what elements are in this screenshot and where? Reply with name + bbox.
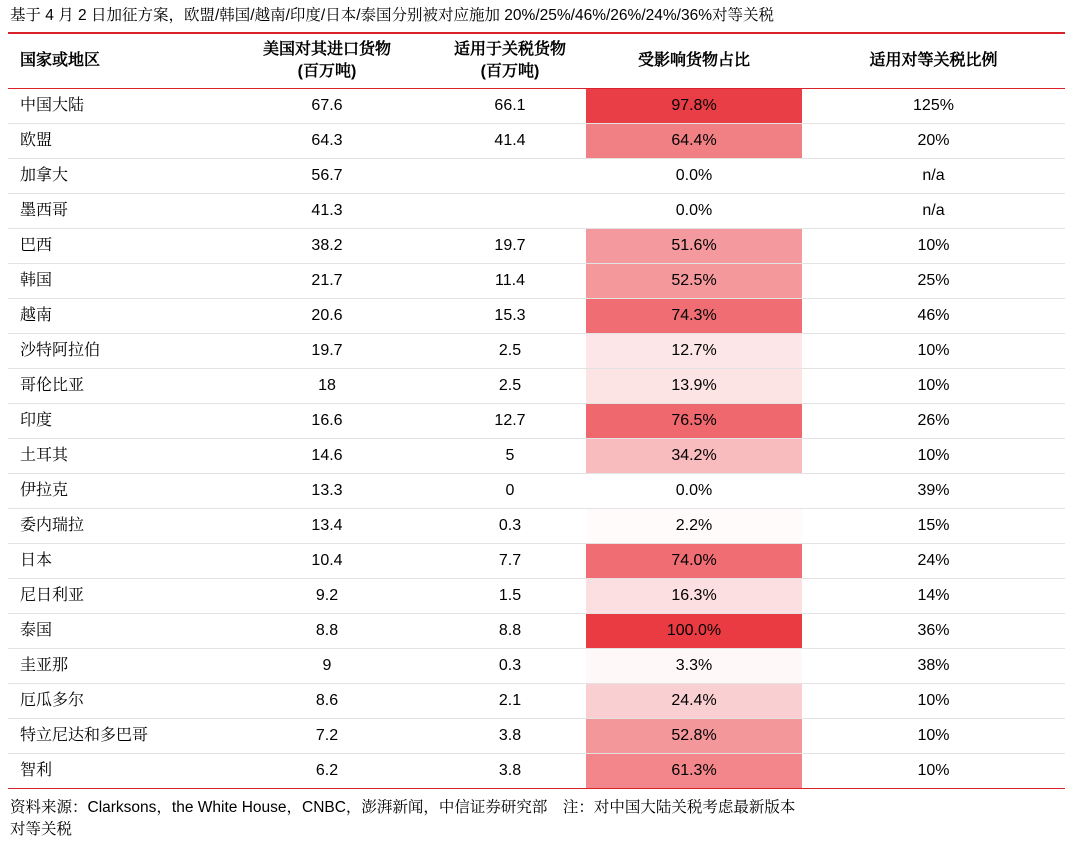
cell-imports: 21.7 <box>220 264 434 299</box>
cell-tariffed: 7.7 <box>434 544 586 579</box>
cell-tariffed: 41.4 <box>434 124 586 159</box>
table-row <box>8 614 1065 649</box>
cell-share: 16.3% <box>586 579 802 614</box>
cell-share: 52.5% <box>586 264 802 299</box>
cell-tariffed: 5 <box>434 439 586 474</box>
column-header-imports <box>220 33 434 89</box>
column-header-tariffed <box>434 33 586 89</box>
table-row <box>8 649 1065 684</box>
cell-rate: 10% <box>802 754 1065 789</box>
cell-rate: 46% <box>802 299 1065 334</box>
cell-share: 100.0% <box>586 614 802 649</box>
figure-caption: 基于 4 月 2 日加征方案，欧盟/韩国/越南/印度/日本/泰国分别被对应施加 20%/25%/46%/26%/24%/36%对等关税 <box>10 7 774 24</box>
cell-imports: 41.3 <box>220 194 434 229</box>
cell-share: 13.9% <box>586 369 802 404</box>
cell-country: 厄瓜多尔 <box>8 684 220 719</box>
cell-country: 加拿大 <box>8 159 220 194</box>
cell-imports: 10.4 <box>220 544 434 579</box>
table-row <box>8 684 1065 719</box>
cell-country: 特立尼达和多巴哥 <box>8 719 220 754</box>
cell-tariffed: 11.4 <box>434 264 586 299</box>
column-header-tariffed-line1: 适用于关税货物 <box>453 41 566 58</box>
table-row <box>8 719 1065 754</box>
column-header-share <box>586 33 802 89</box>
cell-tariffed: 2.1 <box>434 684 586 719</box>
cell-share: 34.2% <box>586 439 802 474</box>
column-header-imports-line1: 美国对其进口货物 <box>262 41 391 58</box>
table-row <box>8 334 1065 369</box>
cell-tariffed: 8.8 <box>434 614 586 649</box>
cell-imports: 8.6 <box>220 684 434 719</box>
cell-imports: 19.7 <box>220 334 434 369</box>
column-header-rate <box>802 33 1065 89</box>
table-row <box>8 439 1065 474</box>
cell-rate: 39% <box>802 474 1065 509</box>
cell-tariffed <box>434 194 586 229</box>
cell-share: 61.3% <box>586 754 802 789</box>
cell-share: 3.3% <box>586 649 802 684</box>
cell-rate: n/a <box>802 194 1065 229</box>
cell-country: 中国大陆 <box>8 89 220 124</box>
column-header-share-line1: 受影响货物占比 <box>637 52 750 69</box>
column-header-tariffed-line2: (百万吨) <box>480 63 540 80</box>
cell-tariffed: 19.7 <box>434 229 586 264</box>
table-row <box>8 754 1065 789</box>
table-row <box>8 474 1065 509</box>
cell-tariffed: 0 <box>434 474 586 509</box>
cell-rate: 10% <box>802 439 1065 474</box>
cell-imports: 6.2 <box>220 754 434 789</box>
cell-share: 12.7% <box>586 334 802 369</box>
cell-imports: 67.6 <box>220 89 434 124</box>
cell-imports: 18 <box>220 369 434 404</box>
cell-rate: 10% <box>802 229 1065 264</box>
tariff-table <box>8 32 1065 789</box>
cell-imports: 8.8 <box>220 614 434 649</box>
cell-share: 51.6% <box>586 229 802 264</box>
cell-imports: 13.3 <box>220 474 434 509</box>
cell-share: 2.2% <box>586 509 802 544</box>
cell-imports: 38.2 <box>220 229 434 264</box>
cell-rate: 25% <box>802 264 1065 299</box>
table-row <box>8 159 1065 194</box>
cell-rate: 24% <box>802 544 1065 579</box>
cell-rate: 15% <box>802 509 1065 544</box>
cell-rate: 38% <box>802 649 1065 684</box>
cell-country: 尼日利亚 <box>8 579 220 614</box>
table-row <box>8 404 1065 439</box>
cell-imports: 56.7 <box>220 159 434 194</box>
cell-share: 76.5% <box>586 404 802 439</box>
cell-country: 委内瑞拉 <box>8 509 220 544</box>
cell-share: 0.0% <box>586 159 802 194</box>
cell-imports: 9.2 <box>220 579 434 614</box>
cell-country: 墨西哥 <box>8 194 220 229</box>
cell-rate: 10% <box>802 334 1065 369</box>
table-row <box>8 194 1065 229</box>
table-row <box>8 369 1065 404</box>
cell-rate: 10% <box>802 684 1065 719</box>
cell-share: 64.4% <box>586 124 802 159</box>
cell-imports: 20.6 <box>220 299 434 334</box>
cell-country: 欧盟 <box>8 124 220 159</box>
cell-country: 巴西 <box>8 229 220 264</box>
cell-imports: 64.3 <box>220 124 434 159</box>
cell-imports: 16.6 <box>220 404 434 439</box>
table-row <box>8 299 1065 334</box>
cell-country: 韩国 <box>8 264 220 299</box>
cell-country: 沙特阿拉伯 <box>8 334 220 369</box>
table-row <box>8 544 1065 579</box>
cell-share: 0.0% <box>586 194 802 229</box>
cell-rate: 36% <box>802 614 1065 649</box>
cell-tariffed: 15.3 <box>434 299 586 334</box>
cell-tariffed: 0.3 <box>434 649 586 684</box>
cell-country: 伊拉克 <box>8 474 220 509</box>
figure-source-line2: 对等关税 <box>10 821 73 838</box>
cell-share: 24.4% <box>586 684 802 719</box>
cell-tariffed: 3.8 <box>434 754 586 789</box>
cell-country: 哥伦比亚 <box>8 369 220 404</box>
figure-source <box>8 789 1065 841</box>
column-header-country <box>8 33 220 89</box>
cell-country: 泰国 <box>8 614 220 649</box>
cell-rate: 14% <box>802 579 1065 614</box>
cell-rate: 10% <box>802 719 1065 754</box>
table-row <box>8 124 1065 159</box>
column-header-imports-line2: (百万吨) <box>297 63 357 80</box>
cell-country: 智利 <box>8 754 220 789</box>
cell-tariffed: 12.7 <box>434 404 586 439</box>
cell-imports: 9 <box>220 649 434 684</box>
cell-share: 74.0% <box>586 544 802 579</box>
table-row <box>8 89 1065 124</box>
cell-tariffed: 3.8 <box>434 719 586 754</box>
cell-country: 日本 <box>8 544 220 579</box>
cell-rate: 26% <box>802 404 1065 439</box>
column-header-rate-line1: 适用对等关税比例 <box>869 52 998 69</box>
cell-tariffed: 66.1 <box>434 89 586 124</box>
table-header-row <box>8 33 1065 89</box>
cell-country: 越南 <box>8 299 220 334</box>
cell-tariffed: 0.3 <box>434 509 586 544</box>
cell-country: 印度 <box>8 404 220 439</box>
cell-country: 土耳其 <box>8 439 220 474</box>
table-row <box>8 264 1065 299</box>
table-body <box>8 89 1065 789</box>
cell-tariffed: 2.5 <box>434 369 586 404</box>
cell-imports: 13.4 <box>220 509 434 544</box>
cell-rate: 10% <box>802 369 1065 404</box>
cell-share: 0.0% <box>586 474 802 509</box>
cell-share: 52.8% <box>586 719 802 754</box>
cell-rate: 125% <box>802 89 1065 124</box>
cell-rate: 20% <box>802 124 1065 159</box>
table-row <box>8 509 1065 544</box>
cell-tariffed: 2.5 <box>434 334 586 369</box>
column-header-country-line1: 国家或地区 <box>20 52 101 69</box>
table-row <box>8 579 1065 614</box>
cell-share: 97.8% <box>586 89 802 124</box>
cell-imports: 7.2 <box>220 719 434 754</box>
cell-tariffed: 1.5 <box>434 579 586 614</box>
figure-source-line1: 资料来源：Clarksons，the White House，CNBC，澎湃新闻，中信证券研究部 注：对中国大陆关税考虑最新版本 <box>10 799 796 816</box>
cell-share: 74.3% <box>586 299 802 334</box>
cell-tariffed <box>434 159 586 194</box>
table-row <box>8 229 1065 264</box>
cell-rate: n/a <box>802 159 1065 194</box>
cell-imports: 14.6 <box>220 439 434 474</box>
table-header <box>8 33 1065 89</box>
cell-country: 圭亚那 <box>8 649 220 684</box>
